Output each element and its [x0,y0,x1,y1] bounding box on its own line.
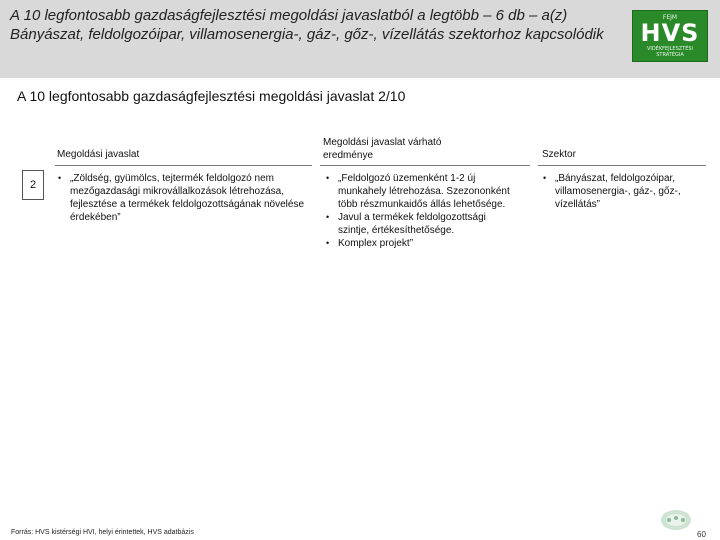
footer-logo-icon [660,508,692,532]
page-number: 60 [697,530,706,539]
row-number-badge: 2 [22,170,44,200]
column-header-javaslat: Megoldási javaslat [57,149,140,160]
logo-top-text: FEJM [662,14,678,21]
header-bar [0,0,720,78]
javaslat-item: • „Zöldség, gyümölcs, tejtermék feldolgozó nem mezőgazdasági mikrovállalkozások létrehozása, fejlesztése a termékek feldolgozottságának növelése érdekében” [56,172,318,224]
source-footnote: Forrás: HVS kistérségi HVI, helyi érintettek, HVS adatbázis [11,529,194,536]
eredmeny-item: • Javul a termékek feldolgozottsági szintje, értékesíthetősége. [324,211,514,237]
javaslat-cell [56,172,318,224]
eredmeny-item: • Komplex projekt” [324,237,514,250]
page-subtitle: A 10 legfontosabb gazdaságfejlesztési megoldási javaslat 2/10 [17,88,406,104]
szektor-item: • „Bányászat, feldolgozóipar, villamosenergia-, gáz-, gőz-, vízellátás” [541,172,706,211]
header-divider-eredmeny [320,165,530,166]
logo-sub-text: VIDÉKFEJLESZTÉSI STRATÉGIA [646,46,694,58]
header-divider-szektor [538,165,706,166]
eredmeny-item: • „Feldolgozó üzemenként 1-2 új munkahely létrehozása. Szezononként több részmunkaidős állás lehetősége. [324,172,514,211]
column-header-szektor: Szektor [542,149,576,160]
header-divider-javaslat [55,165,312,166]
hvs-logo [632,10,708,62]
header-title: A 10 legfontosabb gazdaságfejlesztési megoldási javaslatból a legtöbb – 6 db – a(z) Bányászat, feldolgozóipar, villamosenergia-, gáz-, gőz-, vízellátás szektorhoz kapcsolódik [10,7,604,43]
szektor-cell [541,172,706,211]
logo-main-text: HVS [640,19,700,47]
eredmeny-cell [324,172,514,250]
column-header-eredmeny: Megoldási javaslat várható eredménye [323,137,442,161]
